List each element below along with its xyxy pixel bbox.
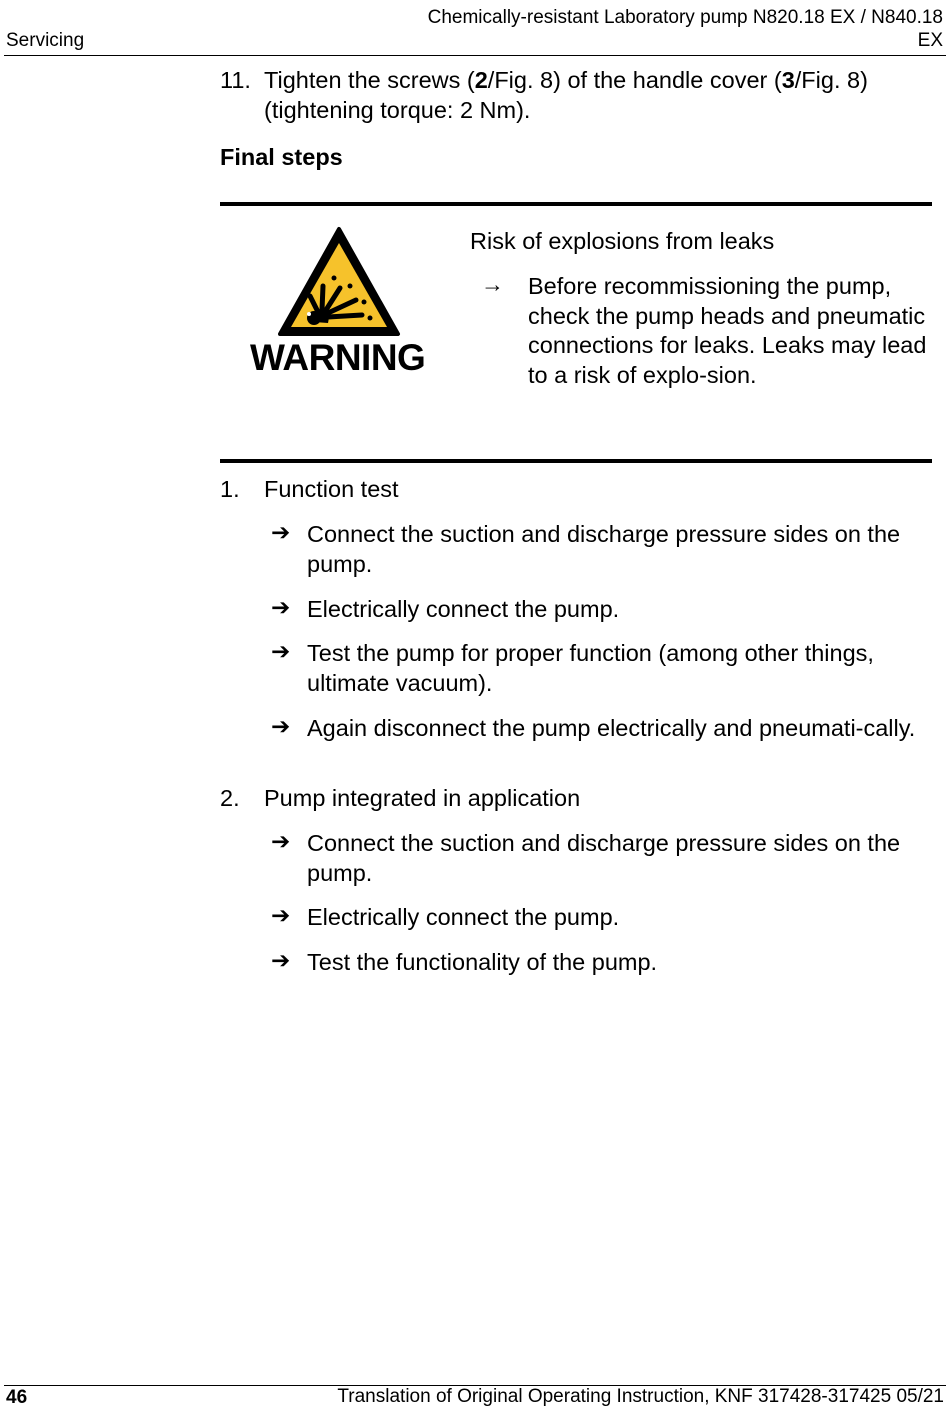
footer-text: Translation of Original Operating Instruction, KNF 317428-317425 05/21 bbox=[337, 1386, 944, 1407]
step-1-action-4: Again disconnect the pump electrically and pneumati-cally. bbox=[307, 715, 916, 741]
arrow-icon: ➔ bbox=[271, 713, 291, 739]
arrow-icon: ➔ bbox=[271, 638, 291, 664]
step-11 bbox=[220, 66, 932, 125]
arrow-icon: ➔ bbox=[271, 828, 291, 854]
step-11-text-part-1: Tighten the screws ( bbox=[264, 67, 475, 93]
warning-arrow-icon: → bbox=[481, 271, 504, 297]
document-title-line-2: EX bbox=[917, 30, 943, 51]
warning-top-rule bbox=[220, 202, 932, 206]
step-2-number: 2. bbox=[220, 785, 240, 811]
warning-instruction: Before recommissioning the pump, check the pump heads and pneumatic connections for leaks. Leaks may lead to a risk of explo-sion. bbox=[528, 273, 927, 388]
arrow-icon: ➔ bbox=[271, 902, 291, 928]
explosion-warning-triangle-icon bbox=[276, 226, 402, 338]
step-11-text-part-2: /Fig. 8) of the handle cover ( bbox=[487, 67, 782, 93]
step-2-title: Pump integrated in application bbox=[264, 785, 581, 811]
arrow-icon: ➔ bbox=[271, 594, 291, 620]
arrow-icon: ➔ bbox=[271, 947, 291, 973]
warning-bottom-rule bbox=[220, 459, 932, 463]
step-1-title: Function test bbox=[264, 476, 399, 502]
step-2-action-1: Connect the suction and discharge pressure sides on the pump. bbox=[307, 830, 901, 886]
warning-signal-word: WARNING bbox=[250, 337, 426, 378]
step-11-ref-3: 3 bbox=[781, 67, 795, 93]
step-1-action-3: Test the pump for proper function (among other things, ultimate vacuum). bbox=[307, 640, 874, 696]
step-1-number: 1. bbox=[220, 476, 240, 502]
document-title-line-1: Chemically-resistant Laboratory pump N820.18 EX / N840.18 bbox=[427, 7, 943, 28]
step-2-action-2: Electrically connect the pump. bbox=[307, 904, 620, 930]
header-rule bbox=[4, 55, 946, 56]
warning-hazard-text: Risk of explosions from leaks bbox=[470, 228, 775, 254]
step-11-number: 11. bbox=[220, 67, 251, 93]
step-11-text bbox=[264, 66, 932, 125]
document-title bbox=[428, 6, 943, 52]
step-1-action-1: Connect the suction and discharge pressure sides on the pump. bbox=[307, 521, 901, 577]
section-title: Servicing bbox=[6, 30, 85, 51]
page-number: 46 bbox=[6, 1387, 28, 1408]
step-11-text-part-3: /Fig. 8) (tightening torque: 2 Nm). bbox=[264, 67, 868, 123]
arrow-icon: ➔ bbox=[271, 519, 291, 545]
step-1-action-2: Electrically connect the pump. bbox=[307, 596, 620, 622]
step-11-ref-2: 2 bbox=[474, 67, 488, 93]
step-2-action-3: Test the functionality of the pump. bbox=[307, 949, 658, 975]
final-steps-heading: Final steps bbox=[220, 144, 343, 170]
